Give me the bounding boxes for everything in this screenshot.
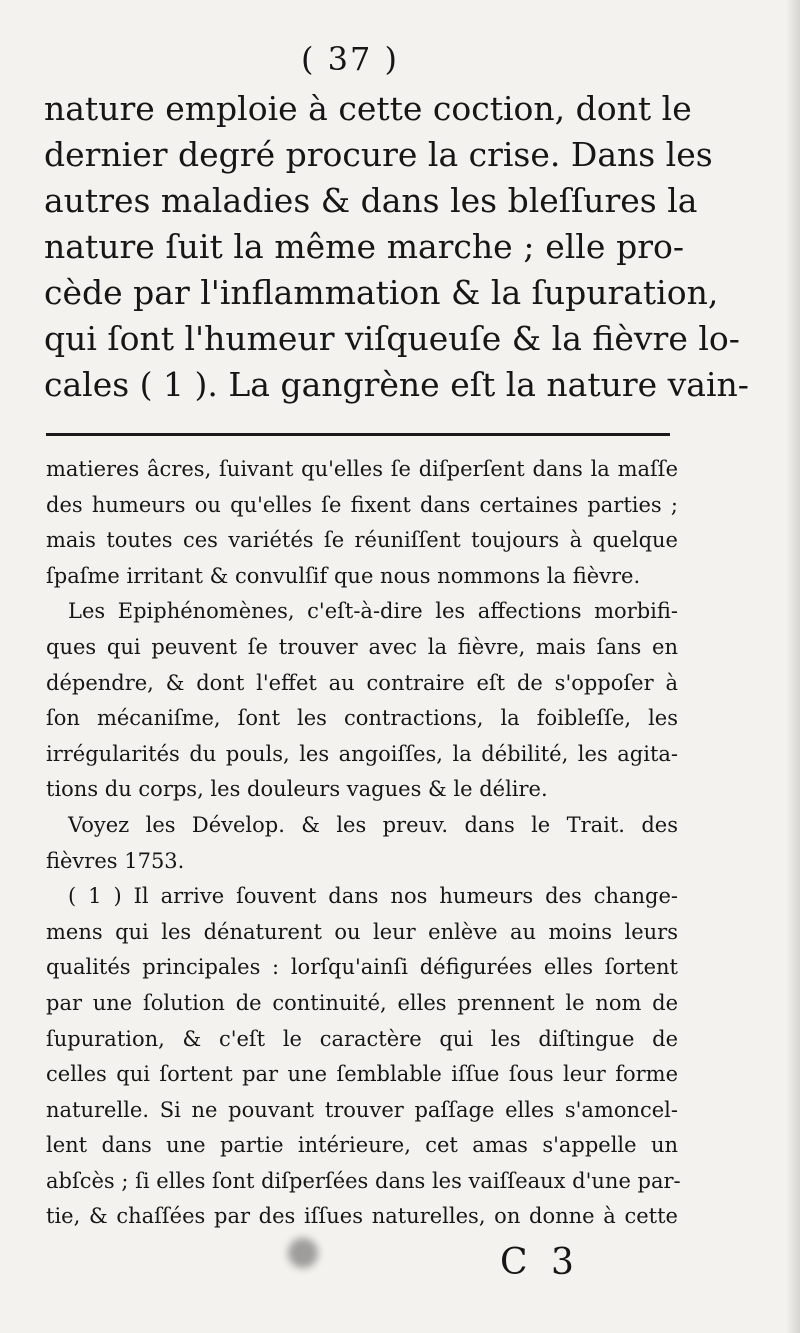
note-line: fièvres 1753. <box>46 848 185 873</box>
note-line: ques qui peuvent ſe trouver avec la fièvre, mais ſans en <box>46 634 678 659</box>
note-line: Les Epiphénomènes, c'eſt-à-dire les affections morbifi- <box>68 599 678 624</box>
note-line: Voyez les Dévelop. & les preuv. dans le Trait. des <box>68 812 678 837</box>
note-line: ſon mécaniſme, ſont les contractions, la foibleſſe, les <box>46 706 678 731</box>
page-edge-shadow <box>786 0 800 1333</box>
main-line: nature emploie à cette coction, dont le <box>44 89 692 128</box>
note-line: ſupuration, & c'eſt le caractère qui les diſtingue de <box>46 1026 678 1051</box>
note-line: ( 1 ) Il arrive ſouvent dans nos humeurs des change- <box>68 884 678 909</box>
footnotes-block <box>46 452 681 1235</box>
note-line: par une ſolution de continuité, elles prennent le nom de <box>46 990 678 1015</box>
note-line: matieres âcres, ſuivant qu'elles ſe diſperſent dans la maſſe <box>46 457 678 481</box>
signature-mark: C 3 <box>500 1242 580 1283</box>
footnote-divider <box>46 433 670 436</box>
note-line: tions du corps, les douleurs vagues & le délire. <box>46 777 548 802</box>
ink-smudge <box>288 1238 318 1268</box>
note-line: naturelle. Si ne pouvant trouver paſſage elles s'amoncel- <box>46 1097 678 1122</box>
note-line: mens qui les dénaturent ou leur enlève au moins leurs <box>46 919 678 944</box>
note-line: qualités principales : lorſqu'ainſi défigurées elles ſortent <box>46 955 678 980</box>
note-line: abſcès ; ſi elles ſont diſperſées dans les vaiſſeaux d'une par- <box>46 1168 681 1193</box>
note-line: lent dans une partie intérieure, cet amas s'appelle un <box>46 1133 678 1158</box>
page-number: ( 37 ) <box>300 40 400 78</box>
note-line: celles qui ſortent par une ſemblable iſſue ſous leur forme <box>46 1062 678 1087</box>
note-line: ſpaſme irritant & convulſif que nous nommons la fièvre. <box>46 563 641 588</box>
note-line: dépendre, & dont l'effet au contraire eſt de s'oppoſer à <box>46 670 678 695</box>
main-line: autres maladies & dans les bleſſures la <box>44 181 698 220</box>
main-line: dernier degré procure la crise. Dans les <box>44 135 713 174</box>
main-line: qui ſont l'humeur viſqueuſe & la fièvre lo- <box>44 319 740 358</box>
note-line: mais toutes ces variétés ſe réuniſſent toujours à quelque <box>46 528 678 553</box>
main-line: cède par l'inflammation & la ſupuration, <box>44 273 719 312</box>
note-line: tie, & chaſſées par des iſſues naturelles, on donne à cette <box>46 1204 678 1229</box>
main-line: nature ſuit la même marche ; elle pro- <box>44 227 684 266</box>
main-line: cales ( 1 ). La gangrène eſt la nature vain- <box>44 365 749 404</box>
note-line: des humeurs ou qu'elles ſe fixent dans certaines parties ; <box>46 492 678 517</box>
main-text-block <box>44 86 749 408</box>
note-line: irrégularités du pouls, les angoiſſes, la débilité, les agita- <box>46 741 678 766</box>
